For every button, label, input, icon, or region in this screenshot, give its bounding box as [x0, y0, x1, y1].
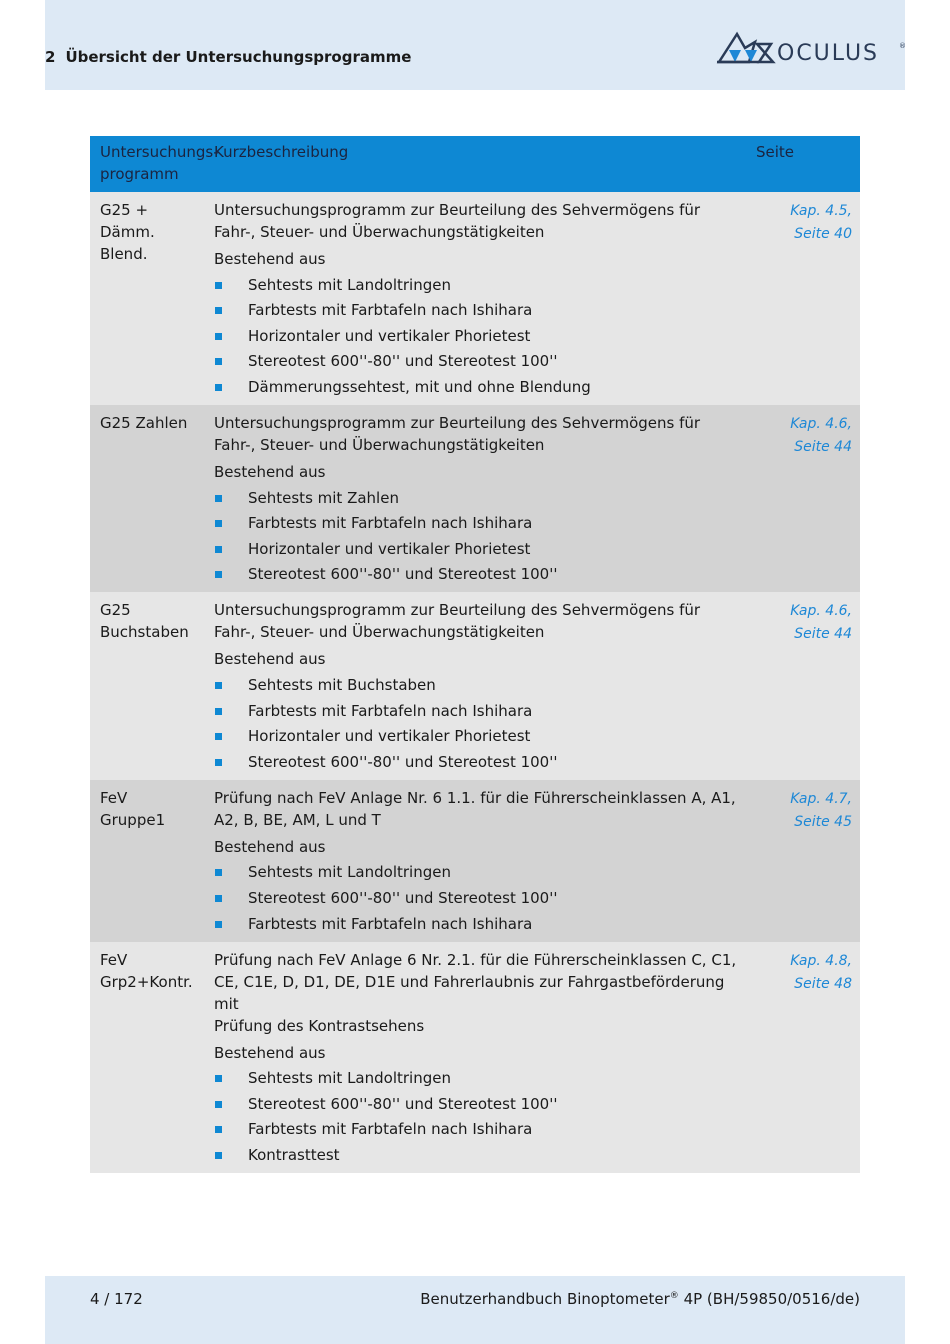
square-bullet-icon [215, 1075, 222, 1082]
table-body [90, 192, 860, 1173]
program-name-line: FeV Gruppe1 [100, 788, 166, 829]
section-title: Übersicht der Untersuchungsprogramme [65, 48, 412, 66]
test-list [214, 1067, 738, 1166]
description-line: Prüfung des Kontrastsehens [214, 1016, 425, 1035]
list-item [214, 861, 738, 883]
square-bullet-icon [215, 869, 222, 876]
chapter-page-link[interactable]: Kap. 4.8, Seite 48 [790, 952, 852, 992]
square-bullet-icon [215, 282, 222, 289]
description-cell [204, 405, 746, 592]
list-item [214, 1067, 738, 1089]
program-name-line: FeV Grp2+Kontr. [100, 950, 193, 991]
consists-of-label: Bestehend aus [214, 837, 326, 856]
description-line: Untersuchungsprogramm zur Beurteilung des Sehvermögens für [214, 413, 701, 432]
square-bullet-icon [215, 895, 222, 902]
program-cell [90, 192, 204, 405]
list-item-text: Farbtests mit Farbtafeln nach Ishihara [248, 914, 533, 933]
list-item-text: Horizontaler und vertikaler Phorietest [248, 727, 531, 746]
square-bullet-icon [215, 546, 222, 553]
chapter-page-link[interactable]: Kap. 4.7, Seite 45 [790, 790, 852, 830]
square-bullet-icon [215, 708, 222, 715]
test-list [214, 861, 738, 934]
square-bullet-icon [215, 921, 222, 928]
manual-title: Benutzerhandbuch Binoptometer [420, 1290, 670, 1308]
registered-mark: ® [669, 1291, 679, 1301]
list-item-text: Stereotest 600''-80'' und Stereotest 100'' [248, 752, 558, 771]
list-item [214, 299, 738, 321]
description-line: Prüfung nach FeV Anlage Nr. 6 1.1. für die Führerscheinklassen A, A1, [214, 788, 736, 807]
list-item [214, 700, 738, 722]
list-item [214, 325, 738, 347]
list-item [214, 538, 738, 560]
square-bullet-icon [215, 682, 222, 689]
consists-of-label: Bestehend aus [214, 250, 326, 268]
list-item-text: Farbtests mit Farbtafeln nach Ishihara [248, 1120, 533, 1139]
page-reference-cell [746, 780, 860, 942]
column-header-program-line: Untersuchungs- [100, 143, 219, 161]
table-header-row [90, 136, 860, 192]
square-bullet-icon [215, 495, 222, 502]
table-row [90, 942, 860, 1173]
square-bullet-icon [215, 733, 222, 740]
chapter-page-link[interactable]: Kap. 4.5, Seite 40 [790, 203, 852, 242]
list-item-text: Stereotest 600''-80'' und Stereotest 100'' [248, 1094, 558, 1113]
square-bullet-icon [215, 384, 222, 391]
program-cell [90, 942, 204, 1173]
page-reference-cell [746, 405, 860, 592]
list-item-text: Stereotest 600''-80'' und Stereotest 100'' [248, 565, 558, 584]
list-item-text: Sehtests mit Zahlen [248, 488, 399, 507]
list-item [214, 563, 738, 585]
description-line: Fahr-, Steuer- und Überwachungstätigkeiten [214, 223, 545, 241]
column-header-program-line: programm [100, 165, 179, 183]
square-bullet-icon [215, 520, 222, 527]
square-bullet-icon [215, 307, 222, 314]
square-bullet-icon [215, 759, 222, 766]
chapter-page-link[interactable]: Kap. 4.6, Seite 44 [790, 603, 852, 643]
column-header-page: Seite [746, 136, 860, 192]
description-line: Untersuchungsprogramm zur Beurteilung des Sehvermögens für [214, 601, 701, 620]
table-row [90, 780, 860, 942]
list-item [214, 1144, 738, 1166]
list-item-text: Horizontaler und vertikaler Phorietest [248, 326, 531, 345]
section-number: 2 [45, 48, 56, 66]
test-list [214, 274, 738, 398]
list-item [214, 512, 738, 534]
list-item-text: Farbtests mit Farbtafeln nach Ishihara [248, 514, 533, 533]
list-item [214, 674, 738, 696]
chapter-page-link[interactable]: Kap. 4.6, Seite 44 [790, 415, 852, 455]
list-item-text: Farbtests mit Farbtafeln nach Ishihara [248, 301, 533, 320]
list-item [214, 887, 738, 909]
table-row [90, 405, 860, 592]
program-cell [90, 592, 204, 779]
oculus-logo-icon [715, 28, 777, 68]
list-item [214, 725, 738, 747]
footer-band [45, 1276, 905, 1344]
list-item-text: Stereotest 600''-80'' und Stereotest 100'' [248, 888, 558, 907]
program-table [90, 136, 860, 1173]
list-item [214, 751, 738, 773]
list-item-text: Dämmerungssehtest, mit und ohne Blendung [248, 377, 591, 396]
page-number: 4 / 172 [90, 1290, 143, 1308]
logo-registered-mark: ® [899, 42, 906, 50]
table-row [90, 592, 860, 779]
description-cell [204, 192, 746, 405]
description-line: CE, C1E, D, D1, DE, D1E und Fahrerlaubnis zur Fahrgastbeförderung mit [214, 972, 725, 1013]
list-item-text: Sehtests mit Buchstaben [248, 675, 436, 694]
square-bullet-icon [215, 333, 222, 340]
list-item-text: Horizontaler und vertikaler Phorietest [248, 539, 531, 558]
consists-of-label: Bestehend aus [214, 462, 326, 481]
description-cell [204, 592, 746, 779]
square-bullet-icon [215, 1152, 222, 1159]
description-line: Fahr-, Steuer- und Überwachungstätigkeiten [214, 623, 545, 642]
list-item [214, 487, 738, 509]
manual-id: 4P (BH/59850/0516/de) [678, 1290, 860, 1308]
square-bullet-icon [215, 358, 222, 365]
list-item-text: Farbtests mit Farbtafeln nach Ishihara [248, 701, 533, 720]
square-bullet-icon [215, 1126, 222, 1133]
program-name-line: G25 + Dämm. [100, 201, 155, 241]
test-list [214, 674, 738, 773]
description-cell [204, 780, 746, 942]
program-name-line: G25 Zahlen [100, 413, 188, 432]
description-cell [204, 942, 746, 1173]
page-reference-cell [746, 192, 860, 405]
program-name-line: G25 Buchstaben [100, 601, 189, 642]
table-row [90, 192, 860, 405]
list-item [214, 1093, 738, 1115]
test-list [214, 487, 738, 586]
column-header-program [90, 136, 219, 192]
page-section-title [45, 48, 411, 66]
list-item [214, 350, 738, 372]
manual-reference [420, 1290, 860, 1308]
list-item-text: Sehtests mit Landoltringen [248, 275, 451, 294]
square-bullet-icon [215, 571, 222, 578]
logo-text: OCULUS [777, 41, 880, 66]
list-item [214, 274, 738, 296]
page-reference-cell [746, 592, 860, 779]
consists-of-label: Bestehend aus [214, 650, 326, 669]
description-line: Fahr-, Steuer- und Überwachungstätigkeiten [214, 435, 545, 454]
list-item [214, 913, 738, 935]
oculus-logo [715, 28, 905, 68]
program-cell [90, 405, 204, 592]
program-cell [90, 780, 204, 942]
description-line: Prüfung nach FeV Anlage 6 Nr. 2.1. für die Führerscheinklassen C, C1, [214, 950, 737, 969]
program-name-line: Blend. [100, 245, 148, 263]
list-item-text: Stereotest 600''-80'' und Stereotest 100'' [248, 352, 558, 371]
description-line: Untersuchungsprogramm zur Beurteilung des Sehvermögens für [214, 201, 701, 219]
list-item [214, 376, 738, 398]
list-item-text: Sehtests mit Landoltringen [248, 1069, 451, 1088]
square-bullet-icon [215, 1101, 222, 1108]
list-item [214, 1118, 738, 1140]
list-item-text: Sehtests mit Landoltringen [248, 863, 451, 882]
column-header-description: Kurzbeschreibung [204, 136, 746, 192]
consists-of-label: Bestehend aus [214, 1043, 326, 1062]
description-line: A2, B, BE, AM, L und T [214, 810, 381, 829]
list-item-text: Kontrasttest [248, 1145, 340, 1164]
page-reference-cell [746, 942, 860, 1173]
